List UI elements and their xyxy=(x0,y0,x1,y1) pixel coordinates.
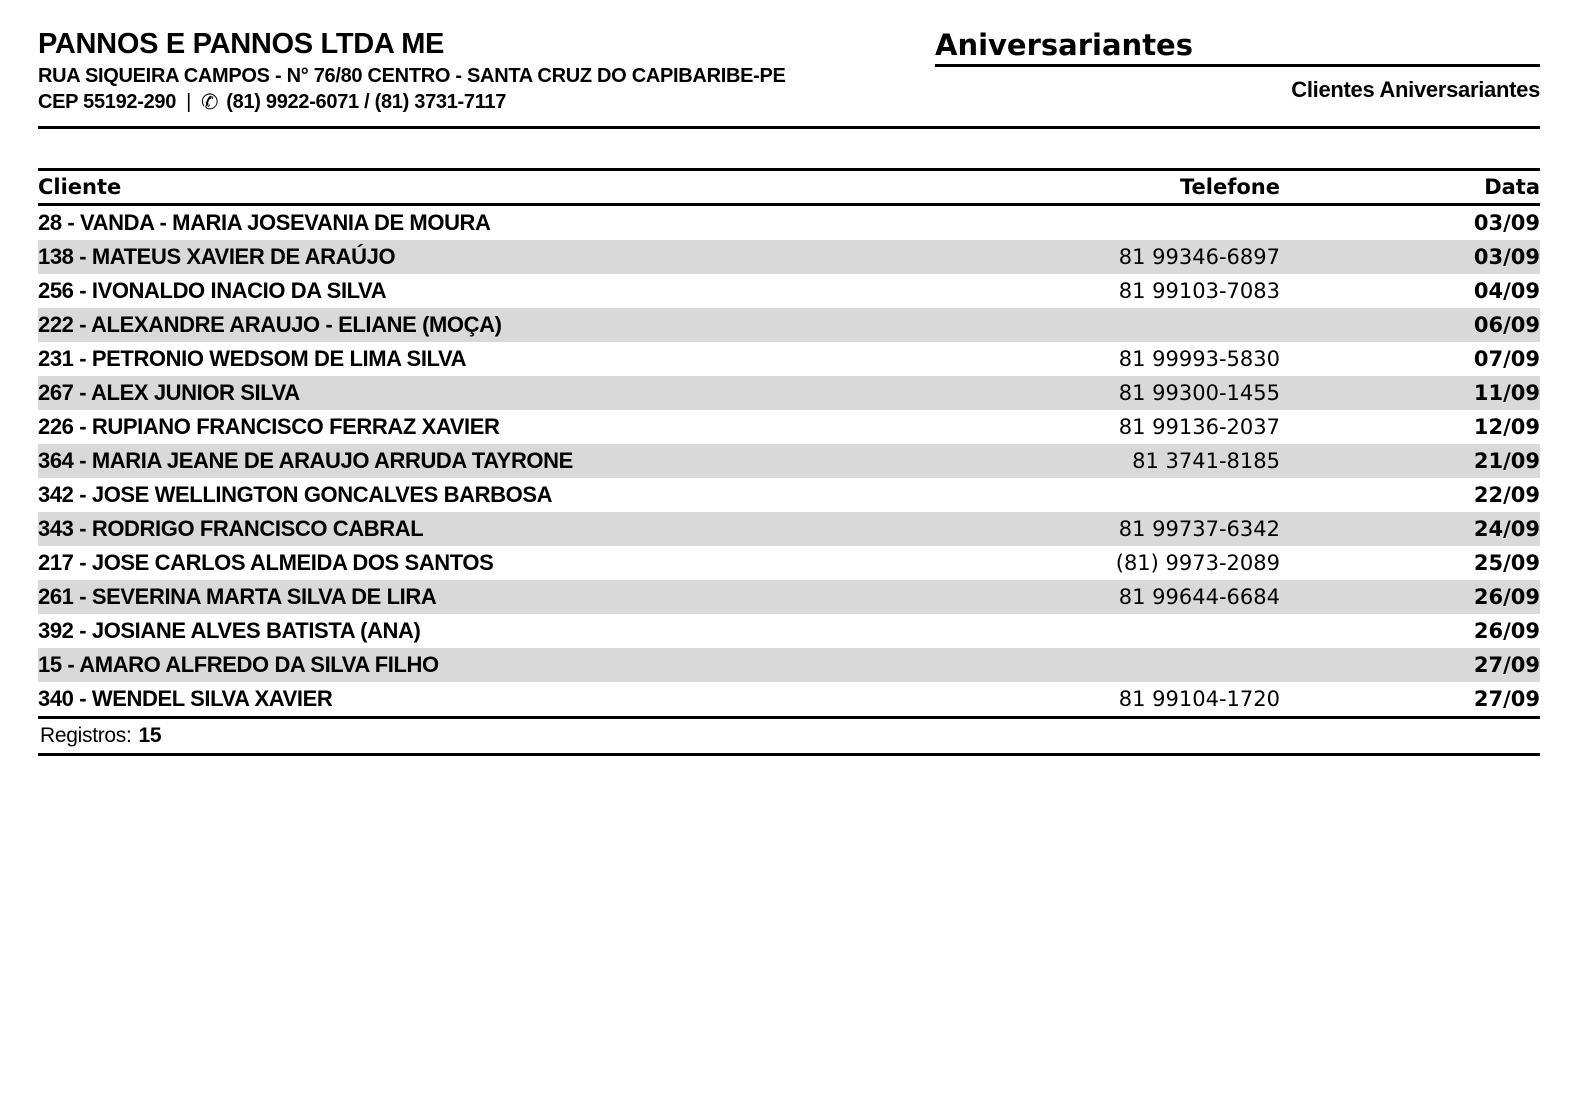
cell-cliente: 261 - SEVERINA MARTA SILVA DE LIRA xyxy=(38,584,437,609)
cell-data: 04/09 xyxy=(1473,279,1540,303)
table-row xyxy=(38,274,1540,308)
cell-telefone: 81 99104-1720 xyxy=(940,682,1280,718)
cell-data: 07/09 xyxy=(1473,347,1540,371)
cell-data: 03/09 xyxy=(1473,211,1540,235)
phone-icon: ✆ xyxy=(200,90,219,114)
cell-cliente: 256 - IVONALDO INACIO DA SILVA xyxy=(38,278,387,303)
table-header-row xyxy=(38,170,1540,205)
cell-data: 26/09 xyxy=(1473,585,1540,609)
records-footer xyxy=(38,719,1540,756)
separator: | xyxy=(186,91,191,113)
table-row xyxy=(38,546,1540,580)
report-subtitle: Clientes Aniversariantes xyxy=(1291,77,1540,102)
cell-data: 27/09 xyxy=(1473,653,1540,677)
table-row xyxy=(38,648,1540,682)
table-row xyxy=(38,478,1540,512)
cell-telefone xyxy=(940,614,1280,648)
table-body xyxy=(38,205,1540,718)
column-header-telefone: Telefone xyxy=(940,170,1280,205)
cell-cliente: 267 - ALEX JUNIOR SILVA xyxy=(38,380,300,405)
table-row xyxy=(38,205,1540,241)
cell-telefone: 81 3741-8185 xyxy=(1132,449,1280,473)
cell-cliente: 222 - ALEXANDRE ARAUJO - ELIANE (MOÇA) xyxy=(38,312,502,337)
records-count: 15 xyxy=(138,724,162,747)
cell-cliente: 15 - AMARO ALFREDO DA SILVA FILHO xyxy=(38,652,439,677)
cell-telefone: 81 99103-7083 xyxy=(1118,279,1280,303)
table-row xyxy=(38,376,1540,410)
cell-data: 22/09 xyxy=(1473,483,1540,507)
cell-telefone: 81 99136-2037 xyxy=(1118,415,1280,439)
cell-data: 06/09 xyxy=(1473,313,1540,337)
cell-data: 24/09 xyxy=(1473,517,1540,541)
company-cep: CEP 55192-290 xyxy=(38,91,177,113)
cell-telefone xyxy=(940,648,1280,682)
cell-data: 27/09 xyxy=(1280,682,1540,718)
records-label: Registros: xyxy=(40,724,132,747)
table-row xyxy=(38,682,1540,718)
table-row xyxy=(38,240,1540,274)
cell-cliente: 343 - RODRIGO FRANCISCO CABRAL xyxy=(38,516,424,541)
cell-data: 26/09 xyxy=(1473,619,1540,643)
birthday-table xyxy=(38,168,1540,719)
column-header-cliente: Cliente xyxy=(38,170,940,205)
report-page xyxy=(38,0,1540,756)
cell-cliente: 340 - WENDEL SILVA XAVIER xyxy=(38,682,940,718)
cell-cliente: 364 - MARIA JEANE DE ARAUJO ARRUDA TAYRONE xyxy=(38,448,573,473)
cell-telefone xyxy=(940,478,1280,512)
company-name: PANNOS E PANNOS LTDA ME xyxy=(38,28,445,60)
company-block xyxy=(38,28,898,114)
cell-data: 21/09 xyxy=(1473,449,1540,473)
cell-telefone: (81) 9973-2089 xyxy=(1115,551,1280,575)
report-title: Aniversariantes xyxy=(935,28,1540,67)
table-row xyxy=(38,512,1540,546)
header-divider xyxy=(38,126,1540,129)
cell-telefone: 81 99300-1455 xyxy=(1118,381,1280,405)
cell-cliente: 392 - JOSIANE ALVES BATISTA (ANA) xyxy=(38,618,421,643)
table-row xyxy=(38,342,1540,376)
cell-data: 11/09 xyxy=(1473,381,1540,405)
cell-telefone: 81 99993-5830 xyxy=(1118,347,1280,371)
report-header xyxy=(38,28,1540,114)
cell-data: 12/09 xyxy=(1473,415,1540,439)
table-row xyxy=(38,410,1540,444)
company-phones: (81) 9922-6071 / (81) 3731-7117 xyxy=(226,91,507,113)
cell-cliente: 217 - JOSE CARLOS ALMEIDA DOS SANTOS xyxy=(38,550,494,575)
cell-cliente: 231 - PETRONIO WEDSOM DE LIMA SILVA xyxy=(38,346,467,371)
column-header-data: Data xyxy=(1280,170,1540,205)
cell-cliente: 342 - JOSE WELLINGTON GONCALVES BARBOSA xyxy=(38,482,553,507)
table-row xyxy=(38,444,1540,478)
cell-cliente: 226 - RUPIANO FRANCISCO FERRAZ XAVIER xyxy=(38,414,500,439)
cell-cliente: 138 - MATEUS XAVIER DE ARAÚJO xyxy=(38,244,396,269)
cell-telefone: 81 99346-6897 xyxy=(1118,245,1280,269)
table-row xyxy=(38,308,1540,342)
cell-telefone xyxy=(940,308,1280,342)
cell-cliente: 28 - VANDA - MARIA JOSEVANIA DE MOURA xyxy=(38,210,491,235)
cell-telefone: 81 99644-6684 xyxy=(1118,585,1280,609)
table-row xyxy=(38,580,1540,614)
cell-data: 25/09 xyxy=(1473,551,1540,575)
cell-telefone xyxy=(940,205,1280,241)
report-title-block xyxy=(935,28,1540,103)
company-contact-line xyxy=(38,90,898,114)
table-row xyxy=(38,614,1540,648)
cell-data: 03/09 xyxy=(1473,245,1540,269)
company-address: RUA SIQUEIRA CAMPOS - N° 76/80 CENTRO - SANTA CRUZ DO CAPIBARIBE-PE xyxy=(38,65,786,87)
cell-telefone: 81 99737-6342 xyxy=(1118,517,1280,541)
